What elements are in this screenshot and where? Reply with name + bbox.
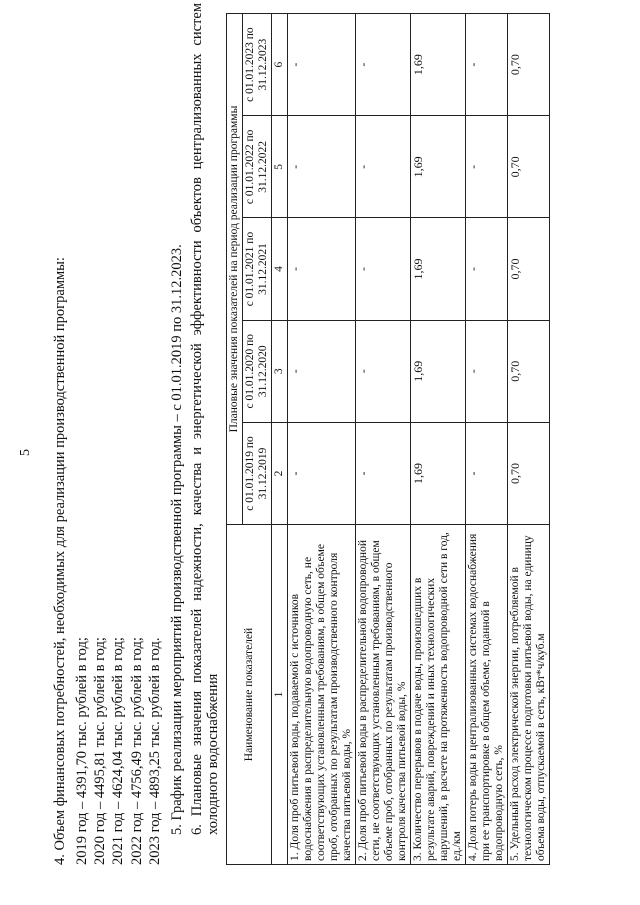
name-column-header: Наименование показателей	[227, 525, 272, 865]
indicator-value: -	[288, 14, 356, 116]
indicator-value: 1,69	[411, 14, 466, 116]
indicator-value: -	[466, 116, 508, 218]
indicator-value: -	[466, 422, 508, 524]
table-row	[288, 14, 356, 865]
page-number: 5	[18, 449, 33, 456]
financing-item: 2023 год – 4893,25 тыс. рублей в год.	[146, 637, 163, 865]
indicator-value: -	[356, 116, 411, 218]
financing-item: 2022 год – 4756,49 тыс. рублей в год;	[128, 637, 145, 865]
indicator-name: 3. Количество перерывов в подаче воды, произошедших в результате аварий, повреждений и иных технологических нарушений, в расчете на протяженность водопроводной сети в год, ед./км	[411, 525, 466, 865]
indicator-value: -	[356, 422, 411, 524]
financing-item: 2021 год – 4624,04 тыс. рублей в год;	[110, 637, 127, 865]
period-header: с 01.01.2019 по 31.12.2019	[243, 422, 272, 524]
indicator-name: 4. Доля потерь воды в централизованных системах водоснабжения при ее транспортировке в общем объеме, поданной в водопроводную сеть, %	[466, 525, 508, 865]
indicator-name: 2. Доля проб питьевой воды в распределительной водопроводной сети, не соответствующих установленным требованиям, в общем объеме проб, отобранных по результатам производственного контроля качества питьевой воды, %	[356, 525, 411, 865]
table-row	[466, 14, 508, 865]
column-number: 1	[272, 525, 288, 865]
table-row	[356, 14, 411, 865]
schedule-heading: 5. График реализации мероприятий производственной программы – с 01.01.2019 по 31.12.2023.	[169, 244, 185, 835]
indicator-value: 0,70	[508, 218, 550, 320]
indicator-name: 1. Доля проб питьевой воды, подаваемой с источников водоснабжения в распределительную водопроводную сеть, не соответствующих установленным требованиям, в общем объеме проб, отобранных по результатам производственного контроля качества питьевой воды, %	[288, 525, 356, 865]
indicator-name: 5. Удельный расход электрической энергии, потребляемой в технологическом процессе подготовки питьевой воды, на единицу объема воды, отпускаемой в сеть, кВт*ч/куб.м	[508, 525, 550, 865]
indicator-value: 1,69	[411, 422, 466, 524]
indicator-value: 1,69	[411, 116, 466, 218]
indicators-table	[226, 13, 550, 865]
indicator-value: -	[288, 422, 356, 524]
indicator-value: 0,70	[508, 116, 550, 218]
indicator-value: -	[466, 320, 508, 422]
indicator-value: 1,69	[411, 218, 466, 320]
financing-heading: 4. Объем финансовых потребностей, необходимых для реализации производственной программы:	[52, 257, 68, 865]
column-number: 5	[272, 116, 288, 218]
financing-list	[73, 637, 164, 865]
table-row	[508, 14, 550, 865]
indicators-heading: 6. Плановые значения показателей надежности, качества и энергетической эффективности объектов централизованных систем холодного водоснабжения	[189, 3, 221, 835]
indicator-value: -	[356, 320, 411, 422]
period-group-header: Плановые значения показателей на период реализации программы	[227, 14, 243, 525]
indicator-value: 0,70	[508, 422, 550, 524]
column-number-row	[272, 14, 288, 865]
column-number: 6	[272, 14, 288, 116]
indicator-value: 0,70	[508, 14, 550, 116]
column-number: 4	[272, 218, 288, 320]
indicator-value: -	[288, 320, 356, 422]
indicator-value: -	[356, 218, 411, 320]
table-header-row	[227, 14, 243, 865]
indicator-value: -	[288, 218, 356, 320]
period-header: с 01.01.2023 по 31.12.2023	[243, 14, 272, 116]
period-header: с 01.01.2022 по 31.12.2022	[243, 116, 272, 218]
financing-item: 2019 год – 4391,70 тыс. рублей в год;	[74, 637, 90, 865]
indicator-value: -	[288, 116, 356, 218]
table-row	[411, 14, 466, 865]
indicator-value: 1,69	[411, 320, 466, 422]
period-header: с 01.01.2020 по 31.12.2020	[243, 320, 272, 422]
indicator-value: -	[466, 218, 508, 320]
indicator-value: 0,70	[508, 320, 550, 422]
financing-item: 2020 год – 4495,81 тыс. рублей в год;	[92, 637, 109, 865]
indicator-value: -	[356, 14, 411, 116]
column-number: 2	[272, 422, 288, 524]
period-header: с 01.01.2021 по 31.12.2021	[243, 218, 272, 320]
column-number: 3	[272, 320, 288, 422]
indicator-value: -	[466, 14, 508, 116]
